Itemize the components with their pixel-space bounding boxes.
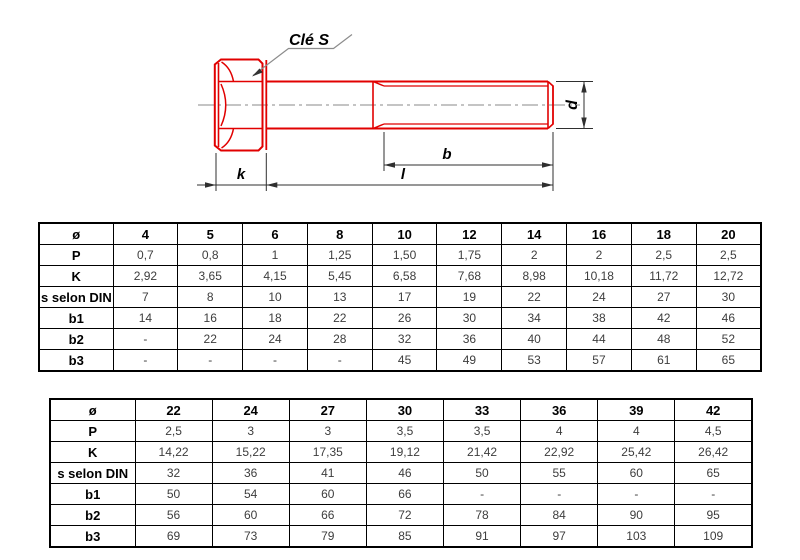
value-cell: 1,50 xyxy=(372,245,437,266)
diameter-label: d xyxy=(564,100,581,110)
head-height-label: k xyxy=(236,166,246,183)
value-cell: 66 xyxy=(366,484,443,505)
bolt-technical-drawing xyxy=(0,0,800,215)
value-cell: 1 xyxy=(243,245,308,266)
dimension-lines xyxy=(197,82,584,186)
size-header-cell: 16 xyxy=(567,223,632,245)
value-cell: 2 xyxy=(502,245,567,266)
size-header-cell: 8 xyxy=(307,223,372,245)
value-cell: 42 xyxy=(631,308,696,329)
value-cell: 1,25 xyxy=(307,245,372,266)
value-cell: 78 xyxy=(444,505,521,526)
value-cell: 97 xyxy=(521,526,598,548)
value-cell: 4,5 xyxy=(675,421,752,442)
value-cell: 30 xyxy=(696,287,761,308)
value-cell: 109 xyxy=(675,526,752,548)
value-cell: 5,45 xyxy=(307,266,372,287)
value-cell: 17 xyxy=(372,287,437,308)
bolt-dimensions-table-small-sizes xyxy=(38,222,762,372)
row-label-cell: ø xyxy=(39,223,113,245)
value-cell: 15,22 xyxy=(212,442,289,463)
value-cell: - xyxy=(178,350,243,372)
row-label-cell: s selon DIN xyxy=(50,463,135,484)
table-row xyxy=(39,308,761,329)
value-cell: 22 xyxy=(502,287,567,308)
size-header-cell: 24 xyxy=(212,399,289,421)
size-header-cell: 18 xyxy=(631,223,696,245)
value-cell: 84 xyxy=(521,505,598,526)
row-label-cell: P xyxy=(39,245,113,266)
table-row xyxy=(50,505,752,526)
value-cell: 24 xyxy=(567,287,632,308)
value-cell: - xyxy=(307,350,372,372)
value-cell: 72 xyxy=(366,505,443,526)
table-row xyxy=(39,350,761,372)
value-cell: 4,15 xyxy=(243,266,308,287)
value-cell: 50 xyxy=(135,484,212,505)
value-cell: 73 xyxy=(212,526,289,548)
value-cell: 7 xyxy=(113,287,178,308)
length-label: l xyxy=(400,166,406,183)
value-cell: 21,42 xyxy=(444,442,521,463)
table-header-row xyxy=(50,399,752,421)
value-cell: 3,5 xyxy=(444,421,521,442)
size-header-cell: 20 xyxy=(696,223,761,245)
table-row xyxy=(50,421,752,442)
value-cell: 38 xyxy=(567,308,632,329)
value-cell: 3 xyxy=(212,421,289,442)
value-cell: 2,5 xyxy=(135,421,212,442)
value-cell: 66 xyxy=(289,505,366,526)
value-cell: - xyxy=(444,484,521,505)
size-header-cell: 30 xyxy=(366,399,443,421)
value-cell: 41 xyxy=(289,463,366,484)
row-label-cell: b1 xyxy=(39,308,113,329)
value-cell: 22 xyxy=(307,308,372,329)
value-cell: 19 xyxy=(437,287,502,308)
value-cell: 27 xyxy=(631,287,696,308)
value-cell: 45 xyxy=(372,350,437,372)
value-cell: 65 xyxy=(675,463,752,484)
value-cell: 8,98 xyxy=(502,266,567,287)
row-label-cell: b2 xyxy=(50,505,135,526)
value-cell: 36 xyxy=(212,463,289,484)
value-cell: 2,5 xyxy=(631,245,696,266)
value-cell: 91 xyxy=(444,526,521,548)
value-cell: 57 xyxy=(567,350,632,372)
value-cell: - xyxy=(598,484,675,505)
value-cell: 25,42 xyxy=(598,442,675,463)
value-cell: 2 xyxy=(567,245,632,266)
value-cell: 3,65 xyxy=(178,266,243,287)
value-cell: 90 xyxy=(598,505,675,526)
value-cell: 2,92 xyxy=(113,266,178,287)
value-cell: 32 xyxy=(135,463,212,484)
value-cell: 60 xyxy=(289,484,366,505)
value-cell: 1,75 xyxy=(437,245,502,266)
value-cell: 60 xyxy=(212,505,289,526)
value-cell: 56 xyxy=(135,505,212,526)
value-cell: 14,22 xyxy=(135,442,212,463)
value-cell: 2,5 xyxy=(696,245,761,266)
value-cell: 26 xyxy=(372,308,437,329)
value-cell: 0,8 xyxy=(178,245,243,266)
row-label-cell: P xyxy=(50,421,135,442)
size-header-cell: 4 xyxy=(113,223,178,245)
value-cell: 69 xyxy=(135,526,212,548)
value-cell: 7,68 xyxy=(437,266,502,287)
row-label-cell: s selon DIN xyxy=(39,287,113,308)
value-cell: 34 xyxy=(502,308,567,329)
table-row xyxy=(50,442,752,463)
value-cell: 52 xyxy=(696,329,761,350)
value-cell: 53 xyxy=(502,350,567,372)
bolt-dimensions-table-large-sizes xyxy=(49,398,753,548)
row-label-cell: ø xyxy=(50,399,135,421)
value-cell: 46 xyxy=(696,308,761,329)
wrench-size-label: Clé S xyxy=(289,32,330,49)
value-cell: - xyxy=(675,484,752,505)
thread-length-label: b xyxy=(442,146,452,163)
value-cell: 13 xyxy=(307,287,372,308)
size-header-cell: 36 xyxy=(521,399,598,421)
row-label-cell: b2 xyxy=(39,329,113,350)
value-cell: 14 xyxy=(113,308,178,329)
value-cell: - xyxy=(113,350,178,372)
size-header-cell: 14 xyxy=(502,223,567,245)
value-cell: 46 xyxy=(366,463,443,484)
value-cell: 8 xyxy=(178,287,243,308)
value-cell: 36 xyxy=(437,329,502,350)
table-row xyxy=(39,287,761,308)
value-cell: 0,7 xyxy=(113,245,178,266)
table-row xyxy=(50,484,752,505)
value-cell: 10 xyxy=(243,287,308,308)
value-cell: 26,42 xyxy=(675,442,752,463)
value-cell: - xyxy=(521,484,598,505)
value-cell: 32 xyxy=(372,329,437,350)
value-cell: 95 xyxy=(675,505,752,526)
table-row xyxy=(50,526,752,548)
table-row xyxy=(39,245,761,266)
value-cell: 30 xyxy=(437,308,502,329)
value-cell: 65 xyxy=(696,350,761,372)
value-cell: 28 xyxy=(307,329,372,350)
value-cell: 79 xyxy=(289,526,366,548)
value-cell: - xyxy=(243,350,308,372)
value-cell: 6,58 xyxy=(372,266,437,287)
value-cell: - xyxy=(113,329,178,350)
size-header-cell: 5 xyxy=(178,223,243,245)
size-header-cell: 12 xyxy=(437,223,502,245)
value-cell: 61 xyxy=(631,350,696,372)
value-cell: 3 xyxy=(289,421,366,442)
value-cell: 49 xyxy=(437,350,502,372)
value-cell: 4 xyxy=(598,421,675,442)
value-cell: 22,92 xyxy=(521,442,598,463)
value-cell: 24 xyxy=(243,329,308,350)
value-cell: 11,72 xyxy=(631,266,696,287)
size-header-cell: 27 xyxy=(289,399,366,421)
table-row xyxy=(39,266,761,287)
row-label-cell: b3 xyxy=(39,350,113,372)
value-cell: 60 xyxy=(598,463,675,484)
size-header-cell: 10 xyxy=(372,223,437,245)
value-cell: 50 xyxy=(444,463,521,484)
value-cell: 85 xyxy=(366,526,443,548)
size-header-cell: 39 xyxy=(598,399,675,421)
size-header-cell: 22 xyxy=(135,399,212,421)
value-cell: 17,35 xyxy=(289,442,366,463)
value-cell: 103 xyxy=(598,526,675,548)
value-cell: 48 xyxy=(631,329,696,350)
value-cell: 40 xyxy=(502,329,567,350)
value-cell: 54 xyxy=(212,484,289,505)
value-cell: 44 xyxy=(567,329,632,350)
table-row xyxy=(50,463,752,484)
value-cell: 12,72 xyxy=(696,266,761,287)
size-header-cell: 6 xyxy=(243,223,308,245)
value-cell: 55 xyxy=(521,463,598,484)
size-header-cell: 42 xyxy=(675,399,752,421)
row-label-cell: K xyxy=(39,266,113,287)
value-cell: 16 xyxy=(178,308,243,329)
row-label-cell: K xyxy=(50,442,135,463)
table-row xyxy=(39,329,761,350)
row-label-cell: b3 xyxy=(50,526,135,548)
value-cell: 22 xyxy=(178,329,243,350)
value-cell: 10,18 xyxy=(567,266,632,287)
row-label-cell: b1 xyxy=(50,484,135,505)
table-header-row xyxy=(39,223,761,245)
value-cell: 4 xyxy=(521,421,598,442)
value-cell: 19,12 xyxy=(366,442,443,463)
value-cell: 18 xyxy=(243,308,308,329)
size-header-cell: 33 xyxy=(444,399,521,421)
value-cell: 3,5 xyxy=(366,421,443,442)
